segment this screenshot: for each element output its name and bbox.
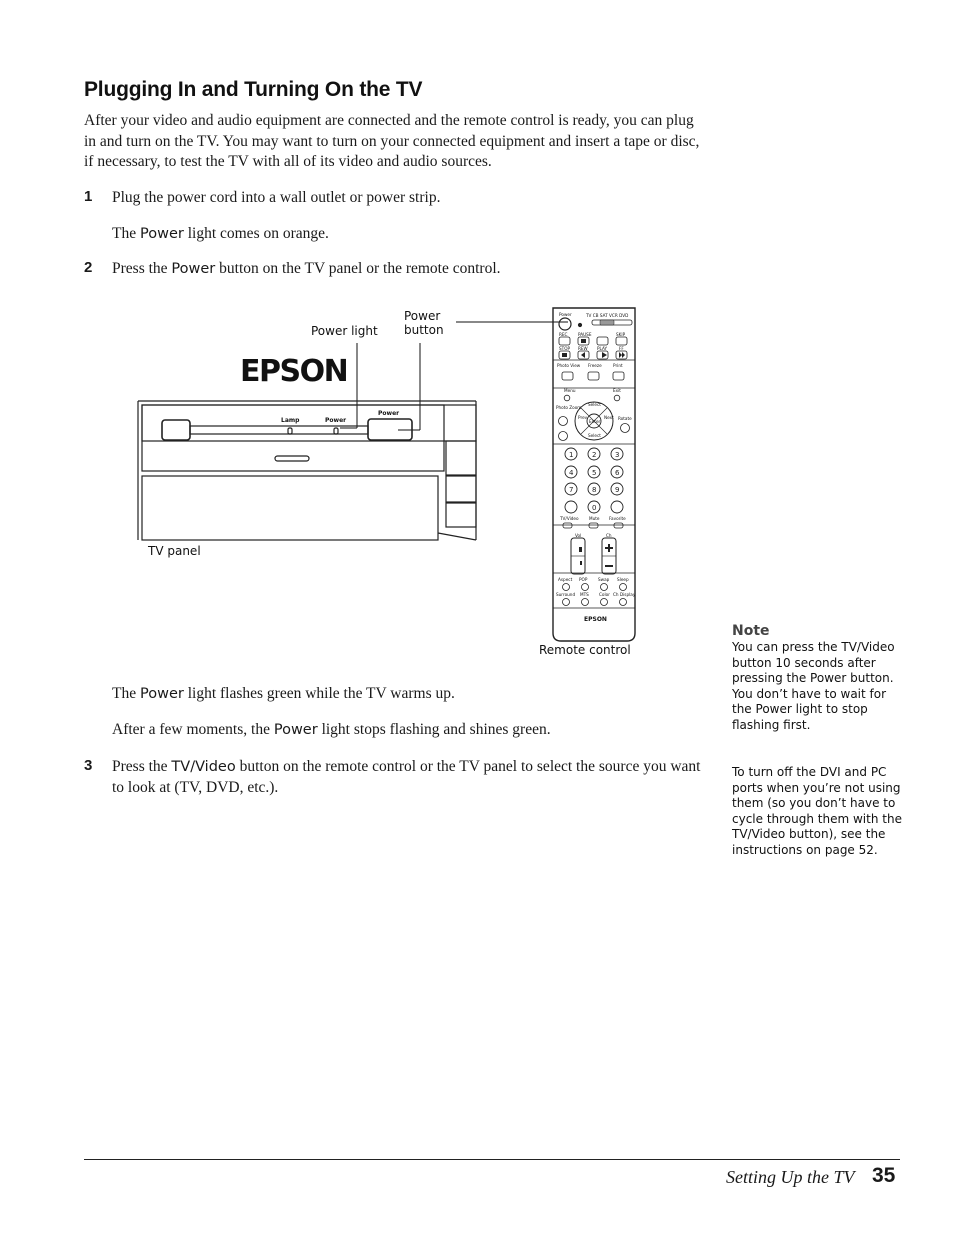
svg-text:Photo Zoom: Photo Zoom [556,405,582,410]
svg-text:Freeze: Freeze [588,363,602,368]
note-paragraph-2: To turn off the DVI and PC ports when you’re not using them (so you don’t have to cycle through them with the TV/Video button), see the instructions on page 52. [732,765,902,857]
panel-power-button-label: Power [378,410,400,417]
page-number: 35 [872,1164,896,1187]
svg-text:Ch Display: Ch Display [613,592,636,597]
svg-text:Surround: Surround [556,592,576,597]
svg-text:Mute: Mute [589,516,600,521]
svg-text:5: 5 [592,469,597,477]
step-1-followup: The Power light comes on orange. [112,225,329,242]
svg-text:STOP: STOP [559,346,571,351]
panel-lamp-label: Lamp [281,417,300,424]
svg-text:0: 0 [592,504,597,512]
svg-text:8: 8 [592,486,597,494]
footer-section-title: Setting Up the TV [726,1167,855,1187]
note-paragraph-1: You can press the TV/Video button 10 seconds after pressing the Power button. You don’t have to wait for the Power light to stop flashing first. [732,640,895,732]
svg-text:MTS: MTS [580,592,589,597]
svg-text:Select: Select [588,433,601,438]
label-remote-control: Remote control [539,643,631,657]
svg-text:3: 3 [615,451,620,459]
svg-text:6: 6 [615,469,620,477]
svg-text:Power: Power [559,312,572,317]
callout-lines [340,322,568,430]
svg-text:Vol: Vol [575,533,582,538]
svg-text:Exit: Exit [613,388,621,393]
step-3-text: Press the TV/Video button on the remote control or the TV panel to select the source you want to look at (TV, DVD, etc.). [112,758,701,796]
callout-power-light: Power light [311,324,378,338]
svg-text:Enter: Enter [589,419,601,424]
svg-text:9: 9 [615,486,620,494]
svg-text:PLAY: PLAY [597,346,608,351]
svg-text:TV CB SAT VCR DVD: TV CB SAT VCR DVD [586,313,629,318]
section-title: Plugging In and Turning On the TV [84,78,423,101]
panel-power-label: Power [325,417,347,424]
svg-text:REW: REW [578,346,588,351]
svg-text:REC: REC [559,332,568,337]
svg-text:Photo View: Photo View [557,363,581,368]
svg-text:Ch: Ch [606,533,612,538]
step-2-text: Press the Power button on the TV panel or the remote control. [112,260,501,277]
step-2-followup-2: After a few moments, the Power light stops flashing and shines green. [112,721,551,738]
svg-text:Print: Print [613,363,623,368]
svg-text:2: 2 [592,451,597,459]
step-2-number: 2 [84,259,93,276]
svg-text:Sleep: Sleep [617,577,629,582]
label-tv-panel: TV panel [148,544,201,558]
epson-logo: EPSON [240,354,348,389]
svg-text:7: 7 [569,486,574,494]
step-1-number: 1 [84,188,93,205]
svg-text:FF: FF [619,346,624,351]
svg-text:Color: Color [599,592,610,597]
svg-text:Next: Next [604,415,614,420]
svg-text:PAUSE: PAUSE [578,332,592,337]
svg-text:4: 4 [569,469,574,477]
svg-text:Rotate: Rotate [618,416,632,421]
svg-text:Favorite: Favorite [609,516,626,521]
svg-text:Prev: Prev [578,415,588,420]
note-heading: Note [732,623,770,639]
svg-text:Aspect: Aspect [558,577,573,582]
svg-text:Menu: Menu [564,388,576,393]
svg-text:POP: POP [579,577,588,582]
svg-text:Select: Select [588,402,601,407]
callout-power-button: Power button [404,309,444,337]
svg-text:1: 1 [569,451,574,459]
step-2-followup-1: The Power light flashes green while the TV warms up. [112,685,455,702]
svg-text:TV/Video: TV/Video [560,516,579,521]
intro-paragraph: After your video and audio equipment are connected and the remote control is ready, you can plug in and turn on the TV. You may want to turn on your connected equipment and insert a tape or disc, if necessary, to test the TV with all of its video and audio sources. [84,112,700,170]
remote-brand: EPSON [584,616,607,623]
step-1-text: Plug the power cord into a wall outlet or power strip. [112,189,441,206]
svg-text:Swap: Swap [598,577,610,582]
tv-panel [138,401,476,540]
svg-text:SKIP: SKIP [616,332,626,337]
step-3-number: 3 [84,757,93,774]
footer-rule [84,1159,900,1160]
